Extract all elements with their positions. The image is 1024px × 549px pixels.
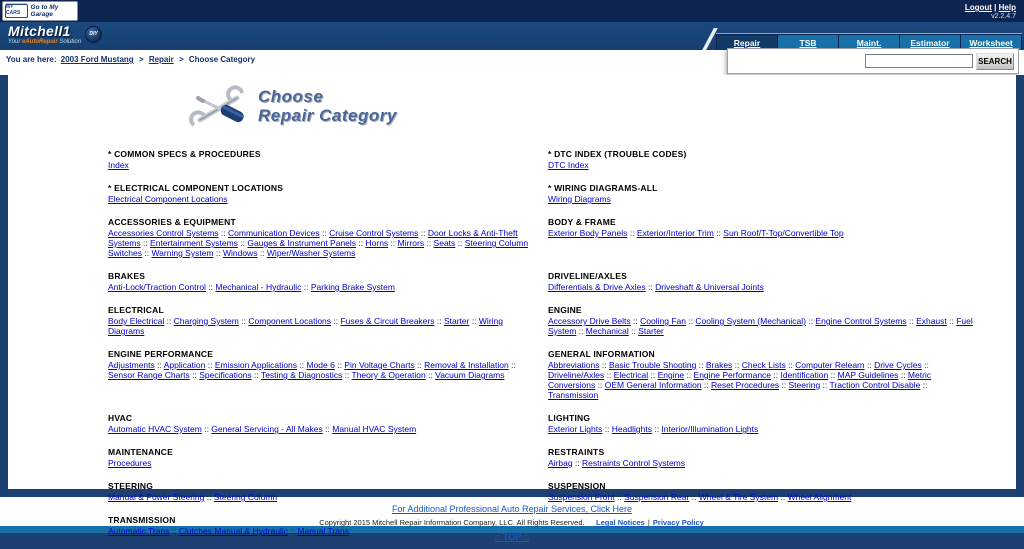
- category-section: [108, 481, 533, 502]
- category-links: [108, 526, 533, 536]
- category-link[interactable]: Sensor Range Charts: [108, 370, 190, 380]
- category-link[interactable]: Driveshaft & Universal Joints: [655, 282, 764, 292]
- category-link[interactable]: Sun Roof/T-Top/Convertible Top: [723, 228, 844, 238]
- category-link[interactable]: Component Locations: [248, 316, 332, 326]
- category-links: [108, 194, 533, 204]
- category-links: [548, 492, 973, 502]
- category-link[interactable]: Engine Performance: [693, 370, 772, 380]
- category-link[interactable]: Communication Devices: [228, 228, 320, 238]
- link-separator: ::: [388, 238, 398, 248]
- breadcrumb-row: [0, 50, 1024, 75]
- link-separator: ::: [627, 228, 637, 238]
- category-link[interactable]: Accessory Drive Belts: [548, 316, 631, 326]
- category-link[interactable]: Vacuum Diagrams: [435, 370, 505, 380]
- link-separator: ::: [630, 316, 641, 326]
- category-links: [108, 160, 533, 170]
- category-link[interactable]: Cooling System (Mechanical): [695, 316, 806, 326]
- category-links: [548, 424, 973, 434]
- link-separator: ::: [576, 326, 586, 336]
- category-title: SUSPENSION: [548, 481, 606, 491]
- category-links: [548, 360, 973, 400]
- category-link[interactable]: Starter: [443, 316, 470, 326]
- category-title: * WIRING DIAGRAMS-ALL: [548, 183, 658, 193]
- tab-estimator[interactable]: Estimator: [900, 35, 960, 50]
- category-link[interactable]: Electrical: [613, 370, 649, 380]
- go-to-my-garage-button[interactable]: [2, 1, 78, 21]
- category-link[interactable]: Mechanical: [585, 326, 629, 336]
- category-link[interactable]: Exhaust: [916, 316, 947, 326]
- category-section: [548, 413, 973, 434]
- logout-link[interactable]: Logout: [964, 3, 992, 12]
- category-link[interactable]: Abbreviations: [548, 360, 600, 370]
- category-link[interactable]: Anti-Lock/Traction Control: [108, 282, 206, 292]
- link-separator: ::: [572, 458, 583, 468]
- crossed-tools-icon: [190, 87, 248, 129]
- link-separator: ::: [140, 238, 151, 248]
- link-separator: ::: [425, 370, 436, 380]
- category-title: * ELECTRICAL COMPONENT LOCATIONS: [108, 183, 284, 193]
- link-separator: ::: [418, 228, 428, 238]
- category-link[interactable]: Reset Procedures: [711, 380, 780, 390]
- category-link[interactable]: Differentials & Drive Axles: [548, 282, 646, 292]
- category-links: [108, 282, 533, 292]
- category-link[interactable]: Restraints Control Systems: [582, 458, 686, 468]
- category-title: ACCESSORIES & EQUIPMENT: [108, 217, 236, 227]
- link-separator: ::: [319, 228, 330, 238]
- category-section: [548, 149, 973, 170]
- link-separator: ::: [251, 370, 261, 380]
- category-link[interactable]: Interior/Illumination Lights: [661, 424, 759, 434]
- my-cars-plate-icon: [5, 4, 28, 18]
- category-link[interactable]: Cruise Control Systems: [329, 228, 419, 238]
- category-section: [108, 217, 533, 258]
- footer-divider: |: [647, 518, 650, 527]
- search-input[interactable]: [865, 54, 973, 68]
- search-button[interactable]: SEARCH: [976, 53, 1014, 70]
- category-title: BODY & FRAME: [548, 217, 616, 227]
- category-links: [108, 458, 533, 468]
- link-separator: ::: [334, 360, 345, 370]
- link-separator: ::: [205, 360, 215, 370]
- brand-tagline: Your eAutoRepair Solution: [8, 39, 82, 45]
- category-link[interactable]: Wiper/Washer Systems: [266, 248, 356, 258]
- link-separator: ::: [604, 370, 614, 380]
- category-section: [548, 183, 973, 204]
- category-link[interactable]: Steering Column Switches: [108, 238, 529, 258]
- category-title: TRANSMISSION: [108, 515, 176, 525]
- breadcrumb-link[interactable]: Repair: [148, 55, 174, 64]
- link-separator: ::: [828, 370, 838, 380]
- tab-worksheet[interactable]: Worksheet: [961, 35, 1021, 50]
- category-section: [548, 481, 973, 502]
- category-title: GENERAL INFORMATION: [548, 349, 655, 359]
- search-box: [727, 48, 1019, 74]
- privacy-policy-link[interactable]: Privacy Policy: [652, 518, 704, 527]
- tab-maint[interactable]: Maint.: [839, 35, 899, 50]
- diy-globe-icon: DIY: [85, 26, 102, 43]
- category-link[interactable]: Charging System: [173, 316, 239, 326]
- category-link[interactable]: Exterior Body Panels: [548, 228, 628, 238]
- category-link[interactable]: Steering: [788, 380, 821, 390]
- link-separator: ::: [213, 248, 223, 258]
- link-separator: ::: [820, 380, 830, 390]
- link-separator: ::: [771, 370, 781, 380]
- category-link[interactable]: Theory & Operation: [351, 370, 426, 380]
- link-separator: ::: [920, 380, 928, 390]
- link-separator: ::: [689, 492, 699, 502]
- top-bar: [0, 0, 1024, 22]
- category-link[interactable]: Transmission: [548, 390, 599, 400]
- category-link[interactable]: DTC Index: [548, 160, 589, 170]
- category-links: [548, 228, 973, 238]
- category-link[interactable]: General Servicing - All Makes: [211, 424, 323, 434]
- breadcrumb-current: Choose Category: [188, 55, 256, 64]
- category-link[interactable]: Door Locks & Anti-Theft Systems: [108, 228, 518, 248]
- category-link[interactable]: Headlights: [611, 424, 652, 434]
- back-to-top-link[interactable]: :: TOP ::: [494, 532, 530, 542]
- category-section: [108, 515, 533, 536]
- session-links: [965, 3, 1016, 21]
- category-link[interactable]: Wheel & Tire System: [698, 492, 779, 502]
- category-section: [108, 413, 533, 434]
- link-separator: ::: [189, 370, 200, 380]
- category-links: [108, 360, 533, 380]
- category-link[interactable]: MAP Guidelines: [837, 370, 899, 380]
- category-link[interactable]: Suspension Front: [548, 492, 615, 502]
- breadcrumb-link[interactable]: 2003 Ford Mustang: [60, 55, 134, 64]
- breadcrumb-items: [59, 55, 255, 64]
- brand-name: Mitchell1: [8, 23, 71, 39]
- category-section: [108, 149, 533, 170]
- category-section: [108, 271, 533, 292]
- link-separator: ::: [469, 316, 479, 326]
- category-section: [548, 447, 973, 468]
- link-separator: ::: [732, 360, 742, 370]
- category-link[interactable]: Airbag: [548, 458, 573, 468]
- link-separator: ::: [201, 424, 212, 434]
- brand-text: [8, 23, 81, 45]
- category-link[interactable]: Manual HVAC System: [332, 424, 417, 434]
- category-link[interactable]: Gauges & Instrument Panels: [247, 238, 357, 248]
- category-link[interactable]: Steering Column: [213, 492, 278, 502]
- link-separator: ::: [778, 492, 788, 502]
- link-separator: ::: [785, 360, 796, 370]
- link-separator: ::: [713, 228, 724, 238]
- category-title: STEERING: [108, 481, 154, 491]
- category-link[interactable]: Exterior/Interior Trim: [636, 228, 714, 238]
- category-link[interactable]: Exterior Lights: [548, 424, 603, 434]
- category-link[interactable]: Pin Voltage Charts: [344, 360, 415, 370]
- category-links: [548, 160, 973, 170]
- link-separator: ::: [946, 316, 957, 326]
- category-link[interactable]: Windows: [222, 248, 258, 258]
- category-title: ENGINE: [548, 305, 582, 315]
- tab-tsb[interactable]: TSB: [778, 35, 838, 50]
- category-link[interactable]: Engine Control Systems: [815, 316, 907, 326]
- link-separator: ::: [169, 526, 179, 536]
- link-separator: ::: [424, 238, 434, 248]
- category-title: LIGHTING: [548, 413, 591, 423]
- category-section: [548, 515, 973, 536]
- link-separator: ::: [898, 370, 908, 380]
- category-link[interactable]: Emission Applications: [214, 360, 298, 370]
- category-link[interactable]: Wiring Diagrams: [108, 316, 503, 336]
- breadcrumb-prefix: You are here:: [6, 55, 57, 64]
- link-separator: ::: [455, 238, 465, 248]
- category-link[interactable]: Mirrors: [397, 238, 425, 248]
- category-section: [548, 349, 973, 400]
- link-separator: ::: [414, 360, 425, 370]
- category-title: DRIVELINE/AXLES: [548, 271, 628, 281]
- category-link[interactable]: Fuses & Circuit Breakers: [340, 316, 435, 326]
- category-section: [108, 447, 533, 468]
- category-title: MAINTENANCE: [108, 447, 174, 457]
- category-link[interactable]: Specifications: [199, 370, 252, 380]
- breadcrumb-separator: >: [136, 55, 146, 64]
- link-separator: ::: [164, 316, 174, 326]
- category-link[interactable]: Wheel Alignment: [787, 492, 852, 502]
- category-links: [108, 424, 533, 434]
- category-link[interactable]: Cooling Fan: [640, 316, 686, 326]
- category-links: [548, 458, 973, 468]
- category-link[interactable]: Entertainment Systems: [150, 238, 238, 248]
- category-link[interactable]: Starter: [638, 326, 664, 336]
- link-separator: ::: [331, 316, 341, 326]
- copyright-text: Copyright 2015 Mitchell Repair Information Company, LLC. All Rights Reserved.: [319, 518, 585, 527]
- link-separator: ::: [628, 326, 639, 336]
- category-link[interactable]: Fuel System: [548, 316, 973, 336]
- category-section: [548, 271, 973, 292]
- category-title: ELECTRICAL: [108, 305, 164, 315]
- category-link[interactable]: Body Electrical: [108, 316, 165, 326]
- category-section: [108, 183, 533, 204]
- link-separator: ::: [218, 228, 228, 238]
- category-section: [548, 305, 973, 336]
- category-link[interactable]: Engine: [657, 370, 685, 380]
- link-separator: ::: [238, 316, 249, 326]
- category-link[interactable]: Clutches Manual & Hydraulic: [178, 526, 289, 536]
- category-link[interactable]: Wiring Diagrams: [548, 194, 611, 204]
- my-cars-plate-text: MY CARS: [6, 4, 21, 16]
- category-section: [108, 349, 533, 400]
- link-separator: ::: [864, 360, 875, 370]
- category-links: [548, 194, 973, 204]
- link-separator: ::: [696, 360, 706, 370]
- category-link[interactable]: Manual & Power Steering: [108, 492, 205, 502]
- link-separator: ::: [595, 380, 605, 390]
- category-link[interactable]: Automatic Trans: [108, 526, 170, 536]
- category-link[interactable]: Application: [163, 360, 206, 370]
- category-title: * DTC INDEX (TROUBLE CODES): [548, 149, 687, 159]
- category-link[interactable]: Electrical Component Locations: [108, 194, 228, 204]
- category-links: [108, 316, 533, 336]
- link-separator: ::: [805, 316, 816, 326]
- link-separator: ::: [648, 370, 658, 380]
- link-separator: ::: [651, 424, 662, 434]
- category-link[interactable]: Identification: [780, 370, 829, 380]
- link-separator: ::: [599, 360, 609, 370]
- category-link[interactable]: Horns: [365, 238, 389, 248]
- category-link[interactable]: Check Lists: [741, 360, 786, 370]
- category-links: [548, 316, 973, 336]
- category-link[interactable]: Removal & Installation: [424, 360, 509, 370]
- category-link[interactable]: Adjustments: [108, 360, 155, 370]
- category-title: HVAC: [108, 413, 133, 423]
- category-link[interactable]: Manual Trans: [297, 526, 349, 536]
- help-link[interactable]: Help: [998, 3, 1016, 12]
- category-link[interactable]: Mode 6: [306, 360, 335, 370]
- link-separator: ::: [921, 360, 929, 370]
- page-title-block: [8, 75, 1016, 129]
- link-separator: ::: [684, 370, 694, 380]
- link-separator: ::: [297, 360, 307, 370]
- link-separator: ::: [356, 238, 366, 248]
- link-separator: ::: [154, 360, 164, 370]
- link-separator: ::: [257, 248, 267, 258]
- category-link[interactable]: Basic Trouble Shooting: [608, 360, 697, 370]
- category-link[interactable]: Drive Cycles: [874, 360, 922, 370]
- category-link[interactable]: Parking Brake System: [310, 282, 395, 292]
- version-label: v2.2.4.7: [991, 13, 1016, 20]
- category-links: [108, 228, 533, 258]
- category-link[interactable]: Warning System: [151, 248, 214, 258]
- link-separator: ::: [645, 282, 656, 292]
- category-link[interactable]: Procedures: [108, 458, 152, 468]
- link-separator: ::: [701, 380, 712, 390]
- link-separator: ::: [508, 360, 516, 370]
- page-title: Choose Repair Category: [258, 87, 397, 125]
- link-separator: ::: [205, 282, 216, 292]
- category-link[interactable]: Testing & Diagnostics: [260, 370, 343, 380]
- go-to-my-garage-label: Go to My Garage: [30, 4, 59, 18]
- category-title: * COMMON SPECS & PROCEDURES: [108, 149, 261, 159]
- link-separator: ::: [204, 492, 214, 502]
- link-separator: ::: [288, 526, 298, 536]
- session-divider: |: [994, 3, 997, 12]
- category-title: RESTRAINTS: [548, 447, 605, 457]
- link-separator: ::: [342, 370, 352, 380]
- category-link[interactable]: Index: [108, 160, 129, 170]
- link-separator: ::: [322, 424, 333, 434]
- category-link[interactable]: Suspension Rear: [624, 492, 690, 502]
- category-link[interactable]: Computer Relearn: [795, 360, 865, 370]
- category-link[interactable]: OEM General Information: [604, 380, 702, 390]
- category-title: BRAKES: [108, 271, 146, 281]
- link-separator: ::: [685, 316, 696, 326]
- link-separator: ::: [434, 316, 444, 326]
- link-separator: ::: [906, 316, 917, 326]
- category-link[interactable]: Driveline/Axles: [548, 370, 605, 380]
- tab-repair[interactable]: Repair: [717, 35, 777, 50]
- link-separator: ::: [142, 248, 152, 258]
- category-link[interactable]: Metric Conversions: [548, 370, 932, 390]
- category-link[interactable]: Traction Control Disable: [829, 380, 921, 390]
- category-section: [108, 305, 533, 336]
- footer-promo-link[interactable]: For Additional Professional Auto Repair Services, Click Here: [391, 504, 633, 514]
- category-link[interactable]: Seats: [433, 238, 456, 248]
- link-separator: ::: [779, 380, 789, 390]
- category-link[interactable]: Automatic HVAC System: [108, 424, 202, 434]
- category-link[interactable]: Accessories Control Systems: [108, 228, 219, 238]
- logo-band: [0, 22, 1024, 50]
- category-link[interactable]: Brakes: [705, 360, 733, 370]
- category-grid: [108, 149, 1016, 549]
- link-separator: ::: [602, 424, 612, 434]
- link-separator: ::: [237, 238, 248, 248]
- link-separator: ::: [301, 282, 311, 292]
- category-title: ENGINE PERFORMANCE: [108, 349, 214, 359]
- legal-notices-link[interactable]: Legal Notices: [596, 518, 645, 527]
- brand-logo: [8, 23, 102, 45]
- category-links: [548, 282, 973, 292]
- category-section: [548, 217, 973, 258]
- link-separator: ::: [614, 492, 625, 502]
- breadcrumb-separator: >: [176, 55, 186, 64]
- category-links: [108, 492, 533, 502]
- category-link[interactable]: Mechanical - Hydraulic: [215, 282, 302, 292]
